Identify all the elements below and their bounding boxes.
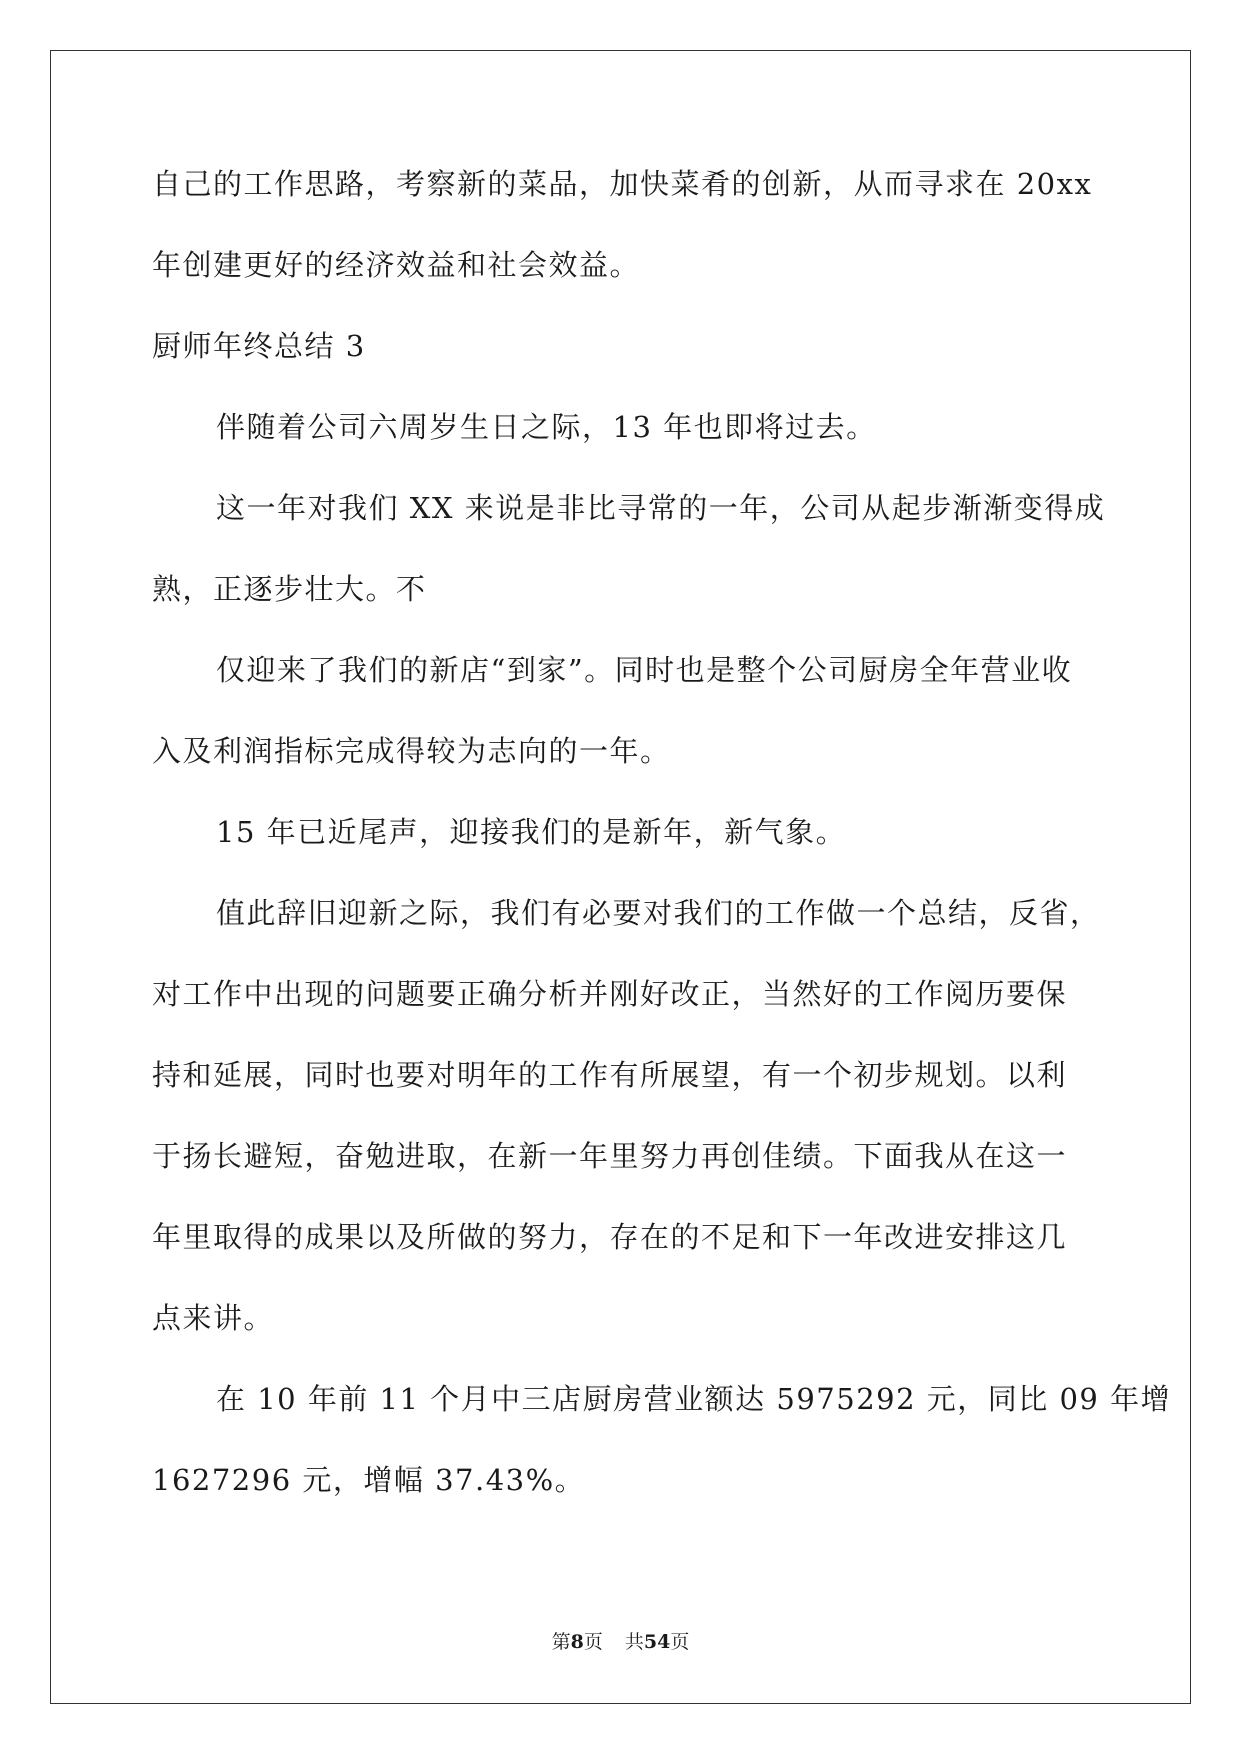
text-line: 15 年已近尾声，迎接我们的是新年，新气象。 [216, 815, 847, 849]
text-line: 于扬长避短，奋勉进取，在新一年里努力再创佳绩。下面我从在这一 [152, 1139, 1068, 1173]
document-body [152, 164, 1172, 1541]
text-line: 点来讲。 [152, 1301, 275, 1335]
text-line: 值此辞旧迎新之际，我们有必要对我们的工作做一个总结，反省， [216, 896, 1101, 930]
page-prefix: 第 [551, 1631, 571, 1653]
total-page-count: 54 [643, 1631, 671, 1653]
text-line: 持和延展，同时也要对明年的工作有所展望，有一个初步规划。以利 [152, 1058, 1068, 1092]
text-line: 仅迎来了我们的新店“到家”。同时也是整个公司厨房全年营业收 [216, 653, 1073, 687]
total-suffix: 页 [670, 1631, 690, 1653]
text-line: 在 10 年前 11 个月中三店厨房营业额达 5975292 元，同比 09 年增 [216, 1382, 1172, 1416]
text-line: 1627296 元，增幅 37.43%。 [152, 1463, 586, 1497]
current-page-number: 8 [570, 1631, 584, 1653]
text-line: 自己的工作思路，考察新的菜品，加快菜肴的创新，从而寻求在 20xx [152, 167, 1093, 201]
total-prefix: 共 [624, 1631, 644, 1653]
page-footer [0, 1630, 1241, 1654]
text-line: 年里取得的成果以及所做的努力，存在的不足和下一年改进安排这几 [152, 1220, 1068, 1254]
text-line: 这一年对我们 XX 来说是非比寻常的一年，公司从起步渐渐变得成 [216, 491, 1106, 525]
text-line: 熟，正逐步壮大。不 [152, 572, 427, 606]
text-line: 年创建更好的经济效益和社会效益。 [152, 248, 641, 282]
text-line: 对工作中出现的问题要正确分析并刚好改正，当然好的工作阅历要保 [152, 977, 1068, 1011]
text-line: 入及利润指标完成得较为志向的一年。 [152, 734, 671, 768]
section-heading: 厨师年终总结 3 [152, 329, 366, 363]
page-suffix: 页 [583, 1631, 603, 1653]
text-line: 伴随着公司六周岁生日之际，13 年也即将过去。 [216, 410, 877, 444]
